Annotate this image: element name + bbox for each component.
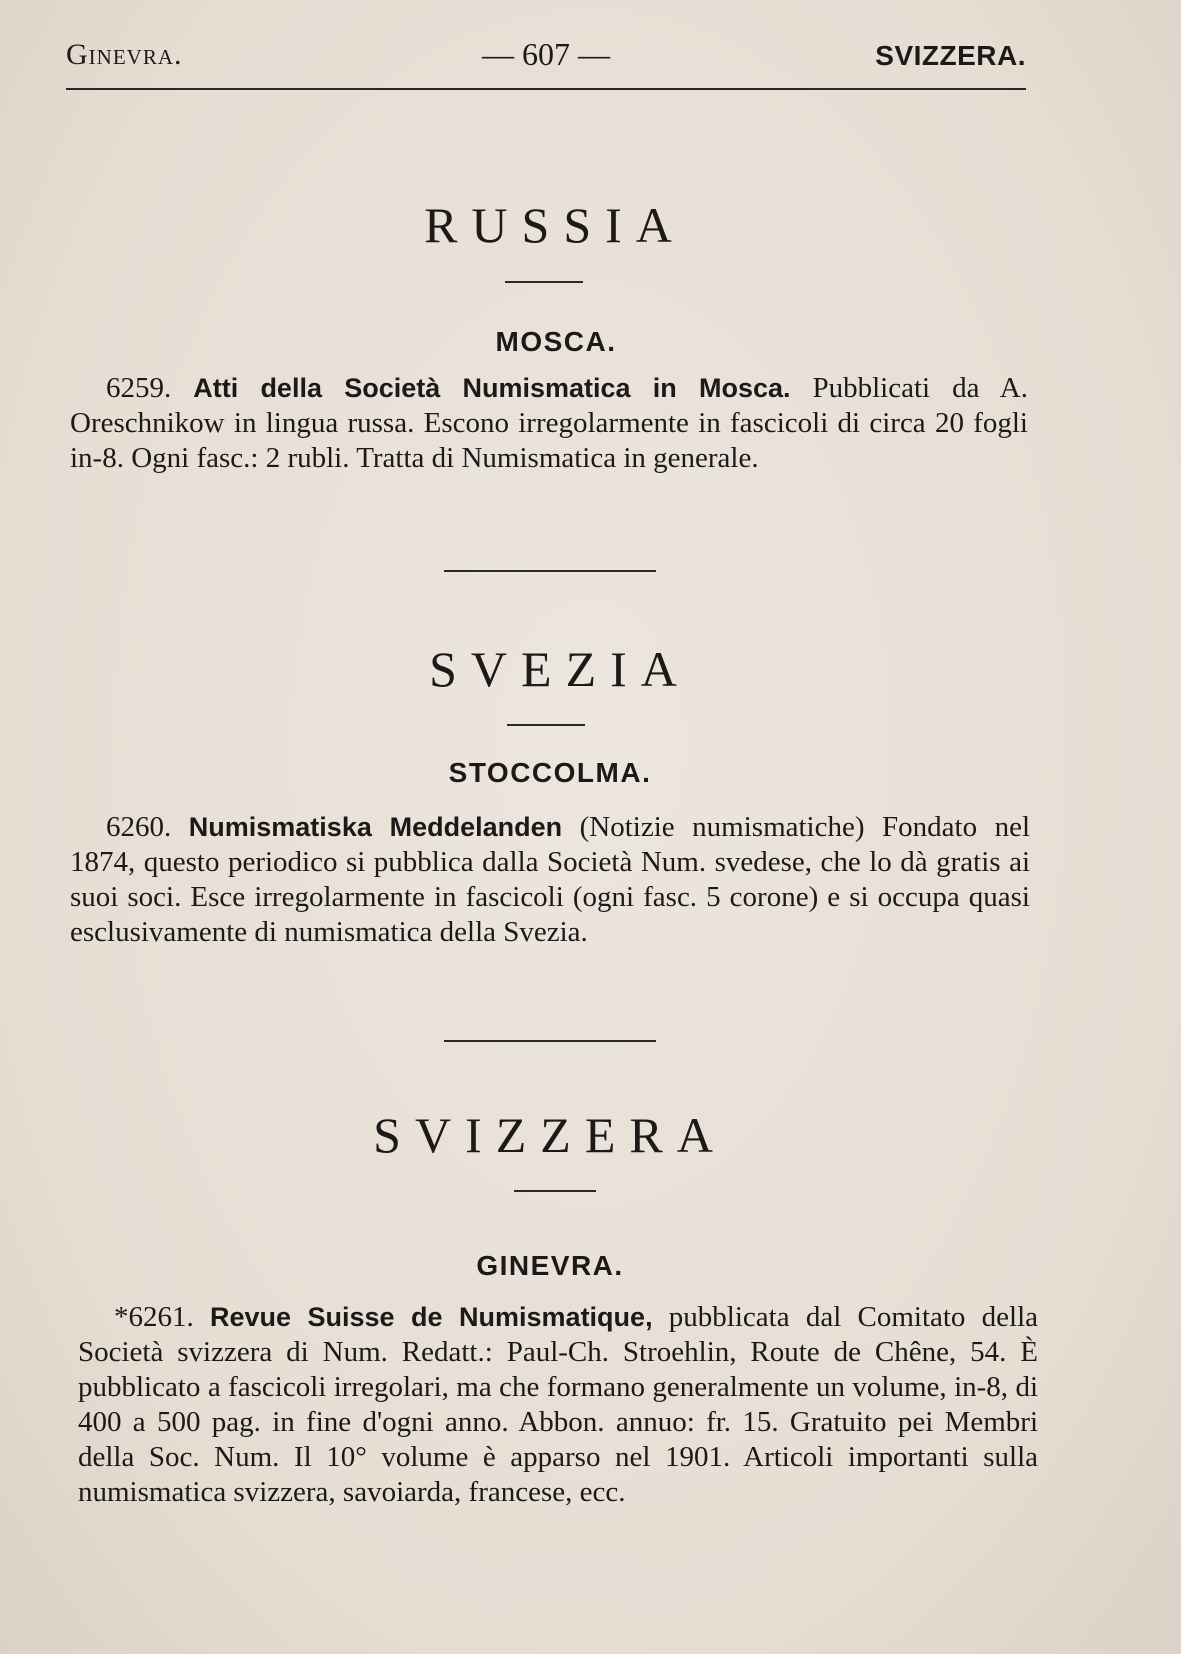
entry-number: *6261.	[114, 1301, 194, 1333]
entry-text: Pubblicati da A. Oreschnikow in lingua russa. Escono irregolarmente in fascicoli di circa 20 fogli in-8. Ogni fasc.: 2 rubli. Tratta di Numismatica in generale.	[70, 372, 1029, 474]
entry-text: (Notizie numismatiche) Fondato nel 1874, questo periodico si pubblica dalla Società Num. svedese, che lo dà gratis ai suoi soci. Esce irregolarmente in fascicoli (ogni fasc. 5 corone) e si occupa quasi esclusivamente di numismatica della Svezia.	[70, 811, 1031, 948]
country-heading-svezia: SVEZIA	[429, 641, 691, 697]
section-divider	[444, 1040, 656, 1042]
running-header-left: Ginevra.	[66, 38, 183, 71]
short-divider	[505, 281, 583, 283]
entry-6259	[70, 371, 1028, 476]
running-header	[66, 36, 1026, 76]
entry-6261	[78, 1300, 1038, 1510]
page-number: — 607 —	[482, 36, 610, 72]
section-divider	[444, 570, 656, 572]
entry-6260	[70, 810, 1030, 950]
header-divider	[66, 88, 1026, 90]
entry-title: Numismatiska Meddelanden	[188, 812, 563, 842]
short-divider	[507, 724, 585, 726]
entry-text: pubblicata dal Comitato della Società svizzera di Num. Redatt.: Paul-Ch. Stroehlin, Route de Chêne, 54. È pubblicato a fascicoli irregolari, ma che formano generalmente un volume, in-8, di 400 a 500 pag. in fine d'ogni anno. Abbon. annuo: fr. 15. Gratuito pei Membri della Soc. Num. Il 10° volume è apparso nel 1901. Articoli importanti sulla numismatica svizzera, savoiarda, francese, ecc.	[78, 1301, 1039, 1508]
city-heading-ginevra: GINEVRA.	[476, 1250, 624, 1281]
entry-title: Revue Suisse de Numismatique,	[209, 1302, 653, 1332]
entry-title: Atti della Società Numismatica in Mosca.	[193, 373, 791, 403]
city-heading-stoccolma: STOCCOLMA.	[448, 757, 652, 788]
entry-number: 6260.	[106, 811, 172, 843]
running-header-right: SVIZZERA.	[875, 40, 1026, 71]
city-heading-mosca: MOSCA.	[495, 326, 617, 357]
short-divider	[514, 1190, 596, 1192]
entry-number: 6259.	[106, 372, 172, 404]
country-heading-russia: RUSSIA	[424, 197, 686, 253]
country-heading-svizzera: SVIZZERA	[373, 1107, 727, 1163]
